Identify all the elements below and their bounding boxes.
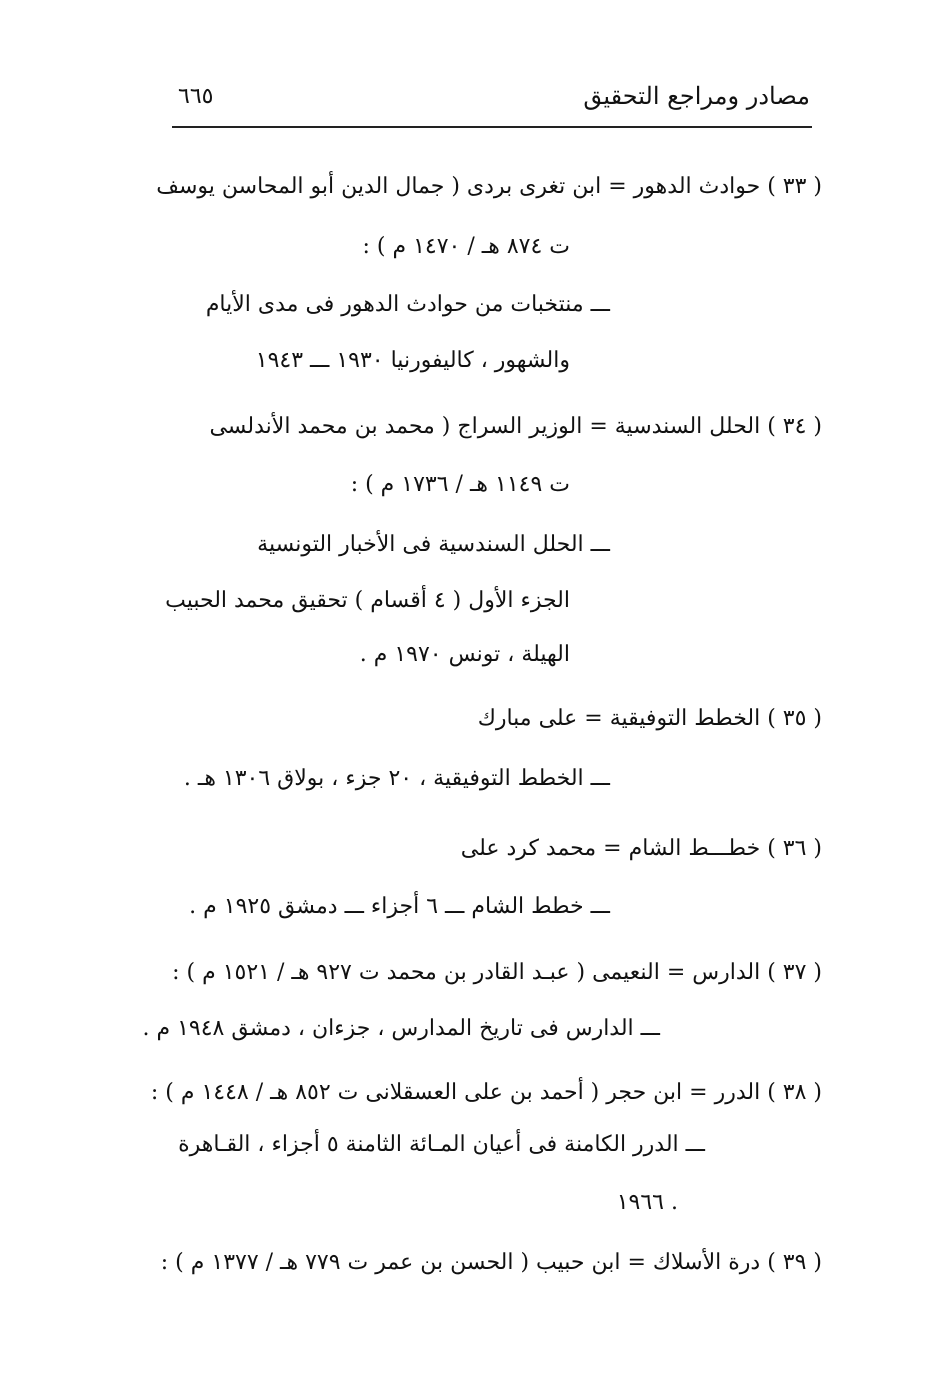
- entry-34-line-4: الجزء الأول ( ٤ أقسام ) تحقيق محمد الحبيب: [165, 588, 570, 613]
- entry-34-line-1: ( ٣٤ ) الحلل السندسية = الوزير السراج ( محمد بن محمد الأندلسى: [209, 414, 822, 439]
- entry-33-line-3: ـــ منتخبات من حوادث الدهور فى مدى الأيام: [205, 292, 610, 317]
- entry-38-line-3: ١٩٦٦ .: [616, 1190, 678, 1215]
- entry-34-line-5: الهيلة ، تونس ١٩٧٠ م .: [359, 642, 570, 667]
- header-rule: [172, 126, 812, 128]
- entry-34-line-3: ـــ الحلل السندسية فى الأخبار التونسية: [257, 532, 610, 557]
- entry-36-line-1: ( ٣٦ ) خطـــط الشام = محمد كرد على: [460, 836, 822, 861]
- entry-33-line-2: ت ٨٧٤ هـ / ١٤٧٠ م ) :: [362, 234, 570, 259]
- page-header: [170, 82, 810, 122]
- page-number: ٦٦٥: [178, 84, 214, 109]
- entry-33-line-1: ( ٣٣ ) حوادث الدهور = ابن تغرى بردى ( جمال الدين أبو المحاسن يوسف: [156, 174, 822, 199]
- entry-33-line-4: والشهور ، كاليفورنيا ١٩٣٠ ـــ ١٩٤٣: [255, 348, 570, 373]
- entry-39-line-1: ( ٣٩ ) درة الأسلاك = ابن حبيب ( الحسن بن عمر ت ٧٧٩ هـ / ١٣٧٧ م ) :: [160, 1250, 822, 1275]
- entry-37-line-2: ـــ الدارس فى تاريخ المدارس ، جزءان ، دمشق ١٩٤٨ م .: [142, 1016, 660, 1041]
- entry-34-line-2: ت ١١٤٩ هـ / ١٧٣٦ م ) :: [350, 472, 570, 497]
- entry-36-line-2: ـــ خطط الشام ـــ ٦ أجزاء ـــ دمشق ١٩٢٥ م .: [189, 894, 610, 919]
- running-title: مصادر ومراجع التحقيق: [583, 82, 810, 110]
- entry-38-line-1: ( ٣٨ ) الدرر = ابن حجر ( أحمد بن على العسقلانى ت ٨٥٢ هـ / ١٤٤٨ م ) :: [150, 1080, 822, 1105]
- entry-37-line-1: ( ٣٧ ) الدارس = النعيمى ( عبـد القادر بن محمد ت ٩٢٧ هـ / ١٥٢١ م ) :: [172, 960, 822, 985]
- entry-35-line-2: ـــ الخطط التوفيقية ، ٢٠ جزء ، بولاق ١٣٠٦ هـ .: [183, 766, 610, 791]
- entry-38-line-2: ـــ الدرر الكامنة فى أعيان المـائة الثامنة ٥ أجزاء ، القـاهرة: [178, 1132, 705, 1157]
- entry-35-line-1: ( ٣٥ ) الخطط التوفيقية = على مبارك: [477, 706, 822, 731]
